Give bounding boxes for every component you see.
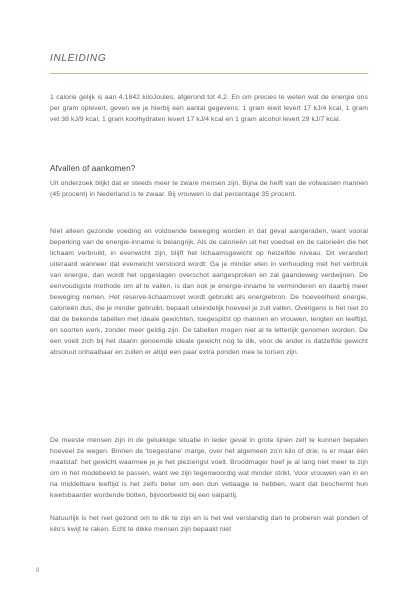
body-paragraph-3: De meeste mensen zijn in de gelukkige situatie in ieder geval in grote lijnen zelf te kunnen bepalen hoeveel ze wegen. Binnen de 'toegestane' marge, over het algemeen zo'n kilo of drie, is er maar één maatstaf: het gewicht waarmee je je het plezierigst voelt. Broodmager hoef je al lang niet meer te zijn om in het modebeeld te passen, want we zijn tegenwoordig wat minder strikt. Voor vrouwen van in en na middelbare leeftijd is het zelfs beter om een dun vetlaagje te hebben, want dat beschermt hun kwetsbaarder wordende botten, bijvoorbeeld bij een valpartij. xyxy=(50,437,368,499)
title-divider xyxy=(50,73,368,74)
intro-paragraph: 1 calorie gelijk is aan 4,1842 kiloJoules, afgerond tot 4,2. En om precies te weten wat de energie ons per gram oplevert, geven we je hierbij een aantal gegevens: 1 gram eiwit levert 17 kJ/4 kcal, 1 gram vet 38 kJ/9 kcal, 1 gram koolhydraten levert 17 kJ/4 kcal en 1 gram alcohol levert 29 kJ/7 kcal. xyxy=(50,94,368,123)
body-paragraph-4: Natuurlijk is het niet gezond om te dik te zijn en is het wel verstandig dan te proberen wat ponden of kilo's kwijt te raken. Echt te dikke mensen zijn bepaald niet xyxy=(50,515,368,533)
body-paragraph-2: Niet alleen gezonde voeding en voldoende beweging worden in dat geval aangeraden, want vooral beperking van de energie-inname is belangrijk. Als de calorieën uit het voedsel en de calorieën die het lichaam verbruikt, in evenwicht zijn, blijft het lichaamsgewicht op hetzelfde niveau. Dit verandert uiteraard wanneer dat evenwicht verstoord wordt: Ga je minder eten in verhouding met het verbruik van energie, dan wordt het opgeslagen overschot aangesproken en zal gaandeweg verdwijnen. De eenvoudigste methode om af te vallen, is dan ook je energie-inname te verminderen en daarbij meer beweging nemen. Het reserve-lichaamsvet wordt gebruikt als energiebron. De hoeveelheid energie, calorieën dus, die je minder gebruikt, bepaalt uiteindelijk hoeveel je zult vallen. Overigens is het niet zo dat de bekende tabellen met ideale gewichten, toegespitst op mannen en vrouwen, lengten en leeftijd, en soorten werk, zonder meer geldig zijn. De tabellen mogen niet al te letterlijk genomen worden. De een voelt zich bij het daarin genoemde ideale gewicht nog te dik, voor de ander is datzelfde gewicht absoluut onhaalbaar en zullen er altijd een paar extra ponden mee te torsen zijn. xyxy=(50,228,368,356)
body-paragraph-1: Uit onderzoek blijkt dat er steeds meer te zware mensen zijn. Bijna de helft van de volwassen mannen (45 procent) in Nederland is te zwaar. Bij vrouwen is dat percentage 35 procent. xyxy=(50,180,368,198)
page-number: 8 xyxy=(36,568,40,574)
section-title: INLEIDING xyxy=(50,53,107,64)
subsection-heading: Afvallen of aankomen? xyxy=(50,164,136,173)
